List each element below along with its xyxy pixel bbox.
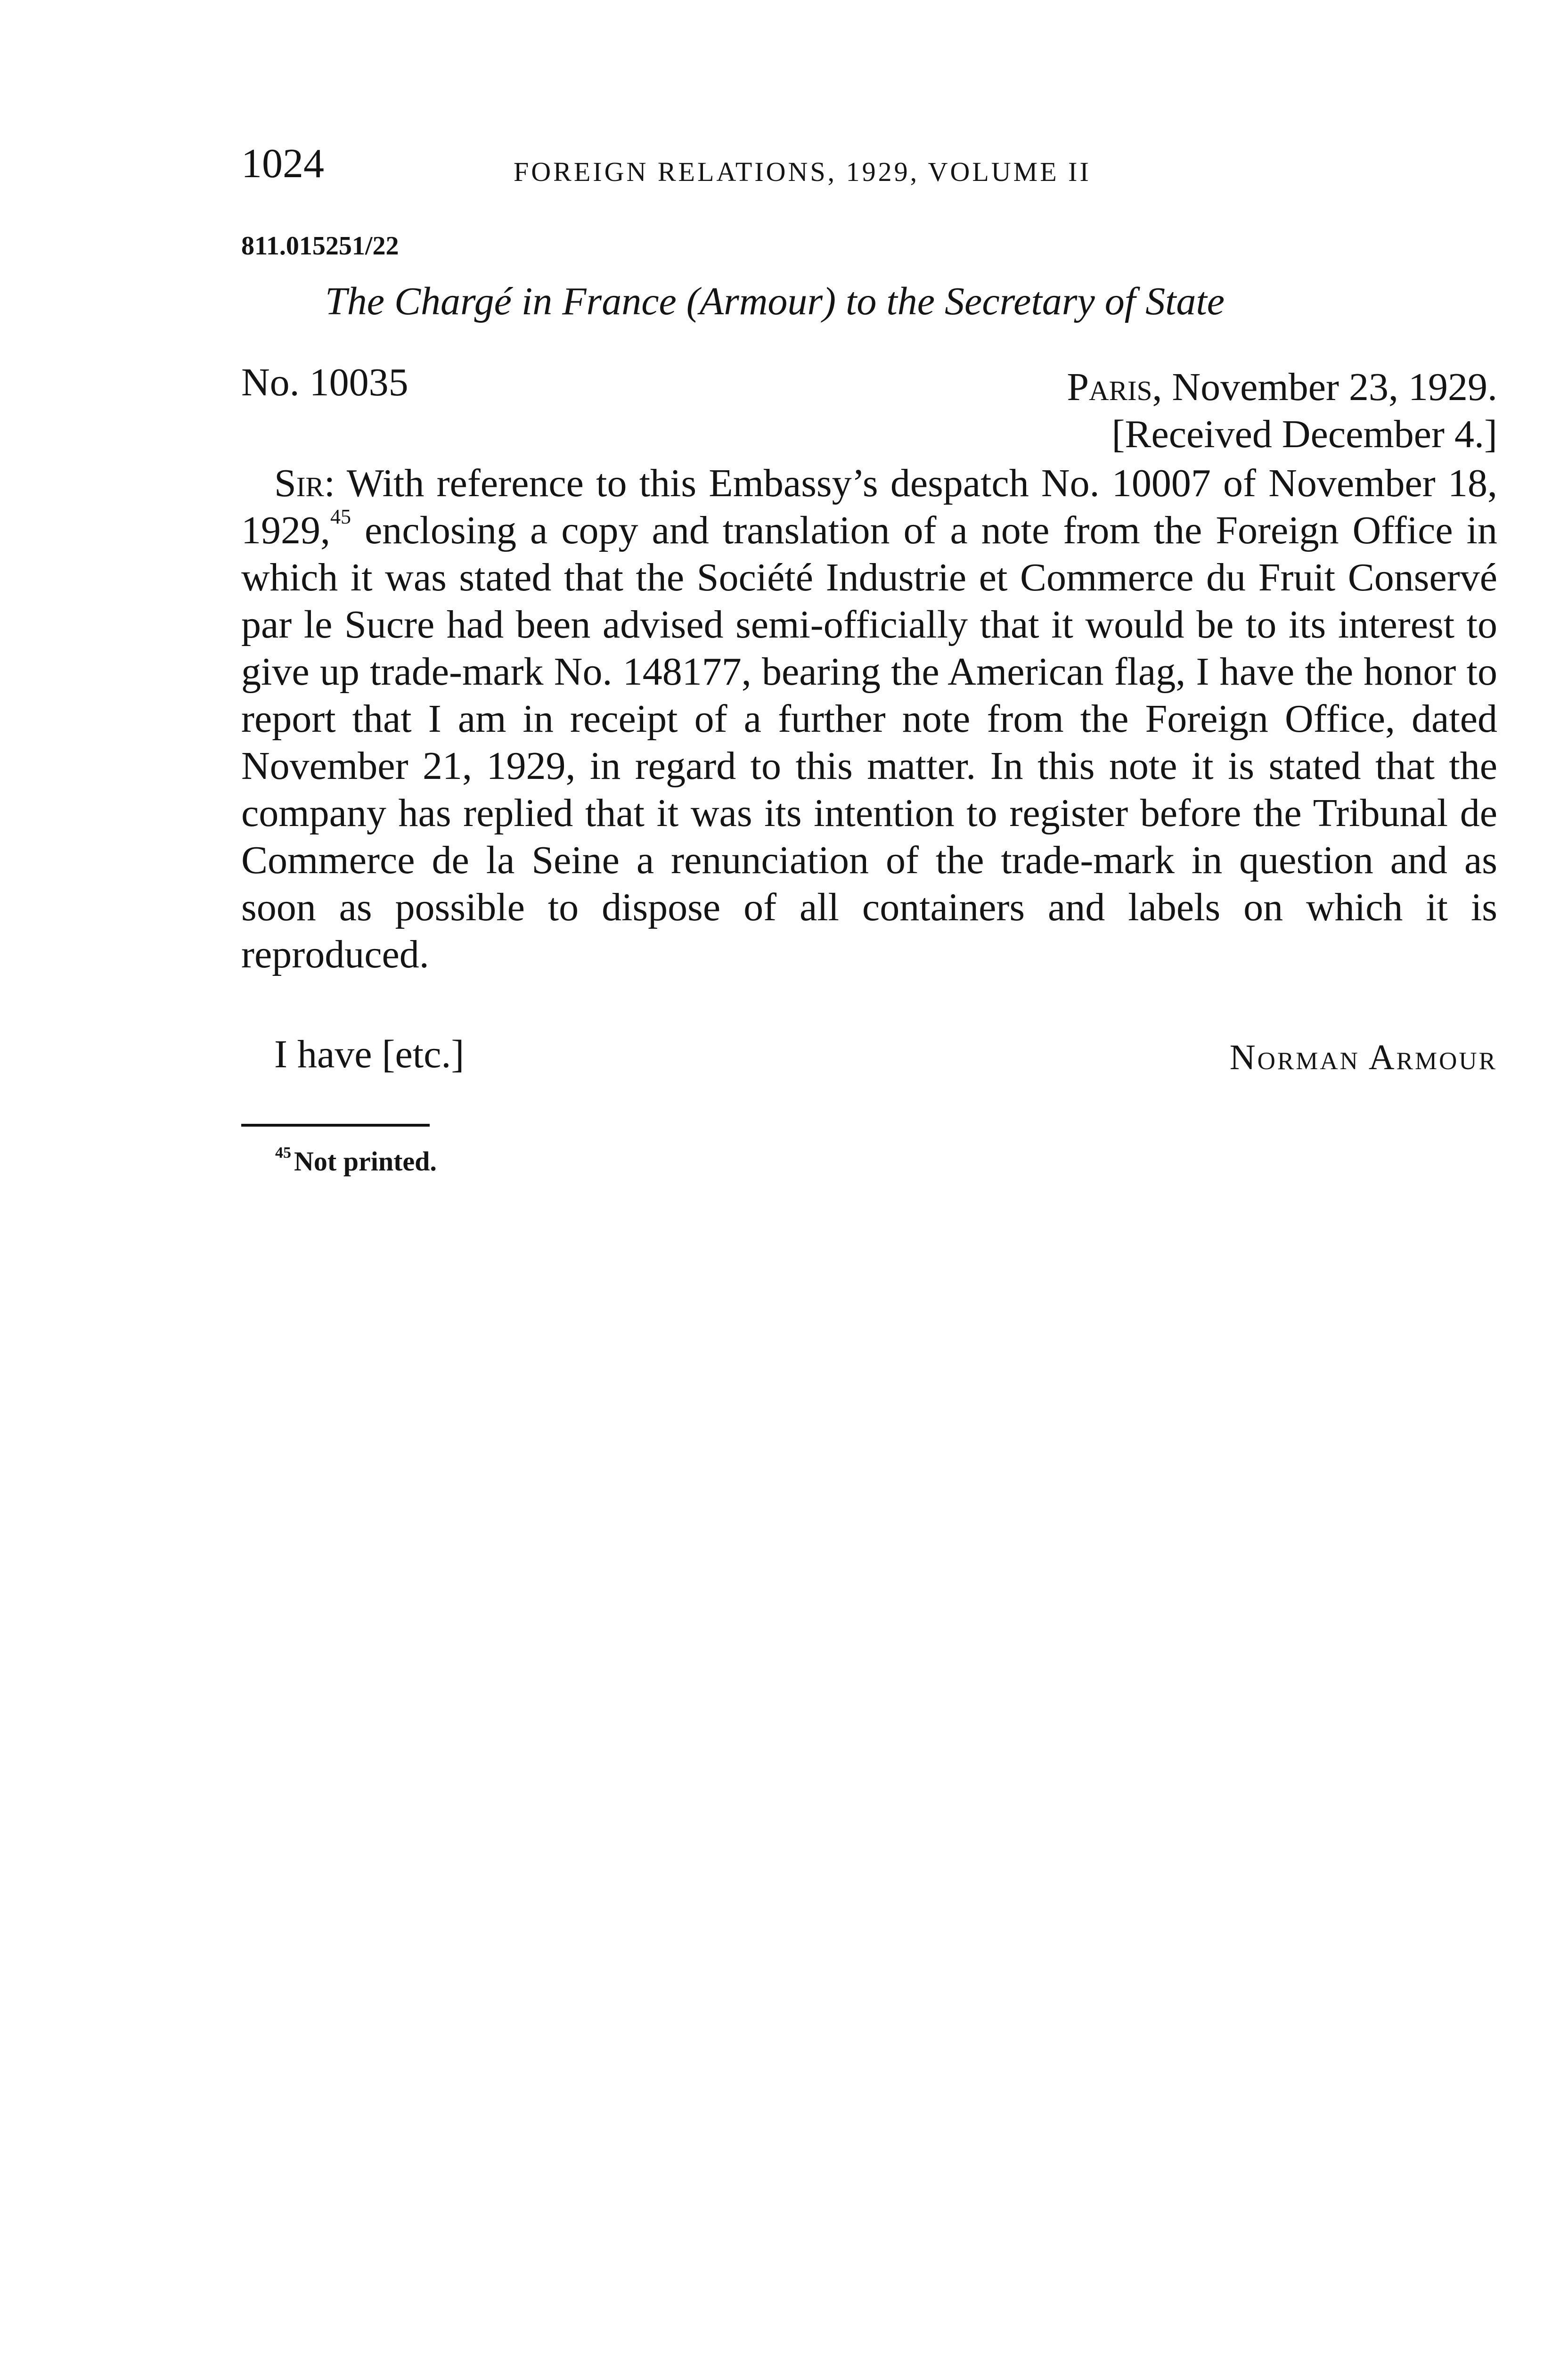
- despatch-number: No. 10035: [241, 360, 408, 404]
- body-text-part2: enclosing a copy and translation of a note from the Foreign Office in which it was stated that the Société Industrie et Commerce du Fruit Conservé par le Sucre had been advised semi-officially that it would be to its interest to give up trade-mark No. 148177, bearing the American flag, I have the honor to report that I am in receipt of a further note from the Foreign Office, dated November 21, 1929, in regard to this matter. In this note it is stated that the company has replied that it was its intention to register before the Tribunal de Commerce de la Seine a renunciation of the trade-mark in question and as soon as possible to dispose of all containers and labels on which it is reproduced.: [241, 508, 1497, 976]
- place: Paris,: [1067, 365, 1162, 409]
- footnote-text: Not printed.: [294, 1146, 437, 1177]
- signature: Norman Armour: [1229, 1038, 1497, 1077]
- place-date-line: [838, 365, 1497, 409]
- running-head: FOREIGN RELATIONS, 1929, VOLUME II: [514, 156, 1091, 187]
- date: November 23, 1929.: [1162, 365, 1497, 409]
- footnote-mark: 45: [275, 1144, 291, 1162]
- footnote-divider: [241, 1124, 430, 1127]
- salutation: Sir:: [274, 461, 335, 505]
- document-heading: The Chargé in France (Armour) to the Secretary of State: [325, 279, 1225, 323]
- page-number: 1024: [241, 141, 324, 187]
- closing: I have [etc.]: [274, 1032, 465, 1076]
- footnote-reference: 45: [330, 505, 351, 529]
- file-number: 811.015251/22: [241, 231, 399, 261]
- footnote: [275, 1144, 437, 1177]
- received-date: [Received December 4.]: [1111, 412, 1497, 456]
- body-paragraph: [241, 460, 1497, 978]
- body-text-part1: With reference to this Embassy’s despatch No. 10007 of November 18, 1929,: [241, 461, 1497, 552]
